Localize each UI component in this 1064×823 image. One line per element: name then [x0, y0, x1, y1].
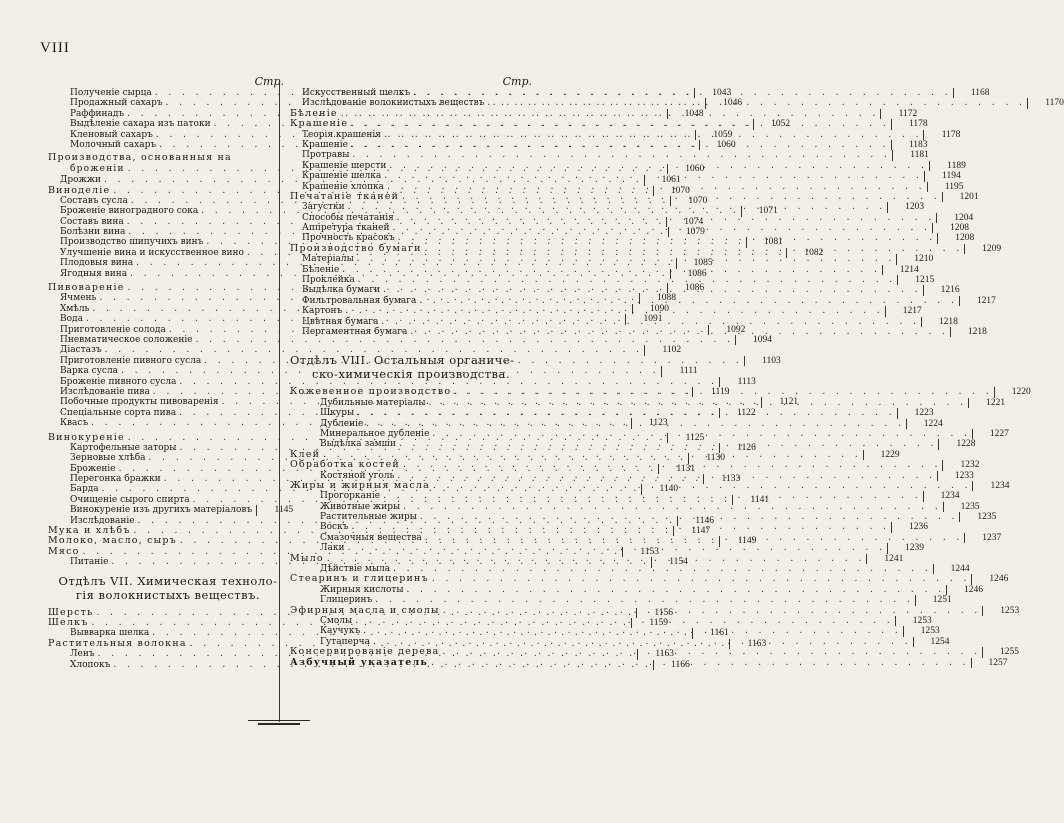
toc-entry-page: 1070	[653, 186, 690, 196]
toc-entry-title: Каучукъ	[320, 626, 361, 637]
toc-entry-page: 1048	[667, 109, 704, 119]
toc-entry-page: 1091	[625, 314, 662, 324]
toc-entry-page: 1074	[666, 217, 703, 227]
toc-entry-title: Пивовареніе	[48, 282, 125, 294]
toc-entry	[48, 355, 781, 366]
toc-entry-title: Теорія крашенія	[302, 129, 381, 140]
toc-entry-page: 1228	[938, 439, 975, 449]
toc-entry-page: 1149	[719, 536, 756, 546]
toc-entry-title: Дрожжи	[60, 175, 102, 186]
toc-entry-page: 1253	[903, 626, 940, 636]
toc-entry-title: Растительныя волокна	[48, 637, 187, 649]
toc-entry-page: 1181	[892, 150, 929, 160]
toc-entry-title: Приготовленіе пивного сусла	[60, 355, 202, 366]
toc-entry-title: Производство шипучихъ винъ	[60, 237, 204, 248]
toc-entry-title: Цвѣтная бумага	[302, 316, 379, 327]
toc-entry-title: Перегонка бражки	[70, 474, 161, 485]
toc-entry-title: Броженіе	[70, 463, 116, 474]
toc-entry-title: Крашеніе	[302, 139, 348, 150]
toc-entry-title: Эфирныя масла и смолы	[290, 604, 440, 616]
toc-entry-title: Крашеніе хлопка	[302, 181, 385, 192]
toc-entry-title: Глицеринъ	[320, 595, 373, 606]
toc-entry-page: 1170	[1027, 98, 1064, 108]
toc-entry-title: Продажный сахаръ	[70, 98, 163, 109]
toc-entry-title: Дѣйствіе мыла	[320, 564, 391, 575]
toc-entry-title: Мясо	[48, 545, 80, 557]
toc-entry-page: 1244	[933, 564, 970, 574]
toc-entry-title: Прочность красокъ	[302, 233, 395, 244]
toc-entry-title: Изслѣдованіе волокнистыхъ веществъ	[302, 98, 485, 109]
toc-entry-page: 1085	[676, 258, 713, 268]
toc-entry-page: 1221	[968, 398, 1005, 408]
toc-entry-title: Фильтровальная бумага	[302, 295, 417, 306]
toc-entry-title: Стеаринъ и глицеринъ	[290, 573, 429, 585]
toc-entry-title: Бѣленіе	[290, 107, 338, 119]
toc-entry-page: 1172	[880, 109, 917, 119]
toc-entry-page: 1060	[699, 140, 736, 150]
toc-entry-page: 1140	[641, 484, 678, 494]
toc-entry-title: Виноделіе	[48, 184, 111, 196]
toc-entry-title: Воскъ	[320, 522, 349, 533]
toc-entry-title: Шерсть	[48, 606, 94, 618]
toc-entry	[290, 150, 929, 161]
toc-entry-title: Жиры и жирныя масла	[290, 479, 430, 491]
toc-entry-title: Картонъ	[302, 306, 343, 317]
toc-entry-page: 1217	[959, 296, 996, 306]
toc-entry-page: 1125	[667, 433, 704, 443]
toc-entry-title: Болѣзни вина	[60, 227, 126, 238]
toc-entry-page: 1046	[705, 98, 742, 108]
toc-entry-page: 1130	[688, 453, 725, 463]
toc-entry-page: 1254	[913, 637, 950, 647]
section-heading: Отдѣлъ VIII. Остальныя органиче- ско-химическія производства.	[290, 353, 515, 382]
toc-entry-title: Питаніе	[70, 557, 109, 568]
toc-entry-title: Молочный сахаръ	[70, 139, 157, 150]
toc-entry-title: Молоко, масло, сыръ	[48, 535, 177, 547]
toc-entry-page: 1227	[972, 429, 1009, 439]
page-column-header: Стр.	[254, 75, 284, 88]
toc-entry-title: Хмѣль	[60, 303, 90, 314]
toc-entry-page: 1216	[923, 285, 960, 295]
toc-entry-page: 1092	[708, 325, 745, 335]
toc-entry-title: Гутаперча	[320, 636, 371, 647]
toc-entry-title: Крашеніе шерсти	[302, 160, 387, 171]
toc-entry-page: 1119	[692, 387, 729, 397]
toc-entry-page: 1241	[866, 554, 903, 564]
toc-entry-title: Дубильные матеріалы	[320, 397, 426, 408]
toc-entry-page: 1043	[694, 88, 731, 98]
toc-entry	[290, 573, 1009, 585]
toc-entry-page: 1209	[964, 244, 1001, 254]
toc-entry	[290, 160, 966, 171]
toc-entry-title: Приготовленіе солода	[60, 324, 166, 335]
toc-entry-page: 1086	[670, 269, 707, 279]
toc-entry-title: Обработка костей	[290, 459, 400, 471]
toc-entry-title: Составъ вина	[60, 216, 124, 227]
toc-entry-page: 1154	[651, 557, 688, 567]
toc-entry-title: Квасъ	[60, 418, 89, 429]
toc-entry-page: 1239	[887, 543, 924, 553]
toc-entry-page: 1061	[644, 175, 681, 185]
toc-entry-title: Кленовый сахаръ	[70, 129, 153, 140]
toc-entry-title: Искусственный шелкъ	[302, 88, 411, 98]
toc-entry-page: 1086	[667, 283, 704, 293]
toc-entry-page: 1223	[897, 408, 934, 418]
toc-entry-title: Смазочныя вещества	[320, 532, 422, 543]
toc-entry-page: 1145	[256, 505, 293, 515]
toc-entry-page: 1121	[761, 397, 798, 407]
toc-entry	[48, 366, 698, 377]
toc-entry-page: 1123	[631, 418, 668, 428]
toc-entry-title: Вывварка шелка	[70, 628, 150, 639]
toc-entry-title: Зерновые хлѣба	[70, 453, 146, 464]
toc-entry-page: 1141	[732, 495, 769, 505]
toc-entry-page: 1113	[719, 377, 756, 387]
toc-entry-page: 1234	[972, 481, 1009, 491]
toc-entry-page: 1253	[895, 616, 932, 626]
toc-entry-page: 1208	[937, 233, 974, 243]
toc-entry-page: 1163	[637, 649, 674, 659]
toc-entry-page: 1183	[891, 140, 928, 150]
toc-entry-page: 1215	[897, 275, 934, 285]
toc-entry	[48, 376, 756, 387]
toc-entry-page: 1218	[950, 327, 987, 337]
toc-entry-title: Кожевенное производство	[290, 386, 452, 398]
toc-entry	[290, 584, 984, 595]
toc-entry-title: Мыло	[290, 552, 324, 564]
toc-entry-page: 1153	[622, 547, 659, 557]
toc-entry-title: Проклейка	[302, 275, 355, 286]
toc-entry-page: 1201	[942, 192, 979, 202]
toc-entry-page: 1235	[959, 512, 996, 522]
toc-entry-page: 1189	[929, 161, 966, 171]
toc-entry	[48, 505, 294, 516]
toc-entry-page: 1122	[719, 408, 756, 418]
toc-entry-title: Винокуреніе	[48, 431, 125, 443]
toc-entry-page: 1178	[923, 130, 960, 140]
toc-entry-page: 1133	[703, 474, 740, 484]
toc-entry-page: 1253	[982, 606, 1019, 616]
toc-entry-page: 1237	[964, 533, 1001, 543]
toc-entry: Производства, основанныя на	[48, 152, 232, 164]
toc-entry: броженіи . . . 1060	[48, 164, 288, 174]
toc-entry-title: Винокуреніе изъ другихъ матеріаловъ	[70, 505, 253, 516]
toc-entry-title: Растительные жиры	[320, 512, 417, 523]
toc-entry-title: Бѣленіе	[302, 264, 340, 275]
toc-entry-page: 1236	[891, 522, 928, 532]
toc-entry-page: 1131	[658, 464, 695, 474]
toc-entry-title: Броженіе виноградного сока	[60, 206, 199, 217]
toc-entry-title: Улучшеніе вина и искусственное вино	[60, 247, 244, 258]
toc-entry-page: 1168	[953, 88, 990, 98]
toc-entry-page: 1111	[661, 366, 698, 376]
toc-entry-title: Жирныя кислоты	[320, 584, 404, 595]
toc-entry-title: Ягодныя вина	[60, 268, 128, 279]
toc-entry-title: Клей	[290, 448, 321, 460]
toc-entry-title: Изслѣдованіе пива	[60, 386, 150, 397]
toc-entry-page: 1232	[942, 460, 979, 470]
toc-entry-page: 1161	[692, 628, 729, 638]
toc-entry-title: Минеральное дубленіе	[320, 428, 430, 439]
toc-entry-page: 1217	[885, 306, 922, 316]
toc-entry-title: Хлопокъ	[70, 659, 111, 670]
toc-entry-page: 1218	[921, 317, 958, 327]
toc-entry-title: Полученіе сырца	[70, 88, 152, 98]
toc-entry-page: 1159	[631, 618, 668, 628]
toc-entry-title: Діастазъ	[60, 345, 102, 356]
toc-entry-title: Шелкъ	[48, 616, 89, 628]
toc-entry-title: Побочные продукты пивоваренія	[60, 397, 219, 408]
toc-entry-title: Костяной уголь	[320, 470, 395, 481]
toc-entry-title: Броженіе пивного сусла	[60, 376, 177, 387]
toc-entry-title: Матеріалы	[302, 254, 354, 265]
toc-entry-page: 1103	[744, 356, 781, 366]
toc-entry-page: 1195	[927, 182, 964, 192]
toc-entry-page: 1146	[677, 516, 714, 526]
toc-entry-page: 1203	[887, 202, 924, 212]
toc-entry-title: Картофельные заторы	[70, 442, 177, 453]
toc-entry-page: 1251	[915, 595, 952, 605]
toc-entry-page: 1204	[936, 213, 973, 223]
toc-entry-title: Изслѣдованіе	[70, 515, 135, 526]
toc-entry-page: 1220	[994, 387, 1031, 397]
page-column-header: Стр.	[502, 75, 532, 88]
toc-entry-page: 1070	[670, 196, 707, 206]
toc-entry-title: Протравы	[302, 150, 350, 161]
toc-entry-title: Мука и хлѣбъ	[48, 525, 131, 537]
toc-entry	[48, 345, 682, 356]
toc-entry-page: 1147	[673, 526, 710, 536]
toc-entry-title: Выдѣлка замши	[320, 439, 396, 450]
toc-entry-page: 1214	[882, 265, 919, 275]
page-number: VIII	[40, 40, 70, 56]
toc-entry-title: Очищеніе сырого спирта	[70, 494, 190, 505]
toc-entry-page: 1059	[695, 130, 732, 140]
toc-entry-page: 1235	[943, 502, 980, 512]
toc-entry-title: Варка сусла	[60, 366, 119, 377]
toc-entry-page: 1246	[971, 574, 1008, 584]
toc-entry-page: 1210	[896, 254, 933, 264]
toc-entry-title: Загустки	[302, 202, 345, 213]
toc-entry-title: Спеціальные сорта пива	[60, 407, 177, 418]
toc-entry-page: 1052	[753, 119, 790, 129]
toc-entry	[290, 275, 935, 286]
toc-entry-title: Крашеніе	[290, 118, 349, 130]
toc-entry-title: Выдѣленіе сахара изъ патоки	[70, 119, 211, 130]
toc-entry-page: 1257	[971, 658, 1008, 668]
toc-entry-title: Ленъ	[70, 649, 95, 660]
toc-entry-title: Консервированіе дерева	[290, 646, 440, 658]
toc-entry-title: Вода	[60, 314, 83, 325]
toc-entry-page: 1229	[863, 450, 900, 460]
toc-entry-title: Прогорканіе	[320, 491, 381, 502]
toc-entry-title: Составъ сусла	[60, 195, 128, 206]
toc-entry-page: 1088	[639, 293, 676, 303]
toc-entry	[290, 501, 980, 512]
toc-entry-title: Печатаніе тканей	[290, 190, 400, 202]
toc-entry-page: 1081	[746, 237, 783, 247]
toc-entry-page: 1156	[636, 608, 673, 618]
toc-entry-page: 1102	[644, 345, 681, 355]
toc-entry-title: Животные жиры	[320, 501, 401, 512]
toc-entry-title: Способы печатанія	[302, 212, 394, 223]
toc-entry-page: 1255	[982, 647, 1019, 657]
toc-entry-page: 1246	[946, 585, 983, 595]
toc-entry-title: Пневматическое соложеніе	[60, 334, 193, 345]
toc-entry-title: Смолы	[320, 615, 353, 626]
section-heading: Отдѣлъ VII. Химическая техноло- гія волокнистыхъ веществъ.	[58, 573, 278, 602]
toc-entry-title: Азбучный указатель	[290, 656, 428, 668]
toc-entry-title: Плодовыя вина	[60, 258, 134, 269]
toc-entry-title: Производство бумаги	[290, 242, 422, 254]
toc-entry-page: 1126	[719, 443, 756, 453]
toc-entry-title: Крашеніе шелка	[302, 171, 382, 182]
ornamental-rule	[248, 720, 310, 726]
toc-entry-page: 1082	[786, 248, 823, 258]
toc-entry-title: Раффинадъ	[70, 108, 125, 119]
toc-entry-title: Барда	[70, 484, 99, 495]
toc-entry-title: Дубленіе	[320, 418, 364, 429]
toc-entry-page: 1233	[937, 471, 974, 481]
toc-entry-title: Выдѣлка бумаги	[302, 285, 381, 296]
toc-entry-page: 1079	[668, 227, 705, 237]
toc-entry-page: 1224	[906, 419, 943, 429]
toc-entry-title: Лаки	[320, 543, 345, 554]
toc-entry-page: 1090	[632, 304, 669, 314]
toc-entry-page: 1208	[932, 223, 969, 233]
toc-entry-page: 1163	[729, 639, 766, 649]
toc-entry-page: 1178	[891, 119, 928, 129]
toc-entry-page: 1071	[741, 206, 778, 216]
toc-entry-page: 1234	[923, 491, 960, 501]
toc-entry-title: Шкуры	[320, 408, 355, 419]
toc-entry	[48, 334, 773, 345]
toc-entry-title: Пергаментная бумага	[302, 326, 408, 337]
toc-entry-page: 1166	[653, 660, 690, 670]
toc-entry-title: Аппретура тканей	[302, 223, 390, 234]
toc-entry-title: Ячмень	[60, 293, 97, 304]
toc-entry-page: 1194	[924, 171, 961, 181]
toc-entry-page: 1094	[735, 335, 772, 345]
